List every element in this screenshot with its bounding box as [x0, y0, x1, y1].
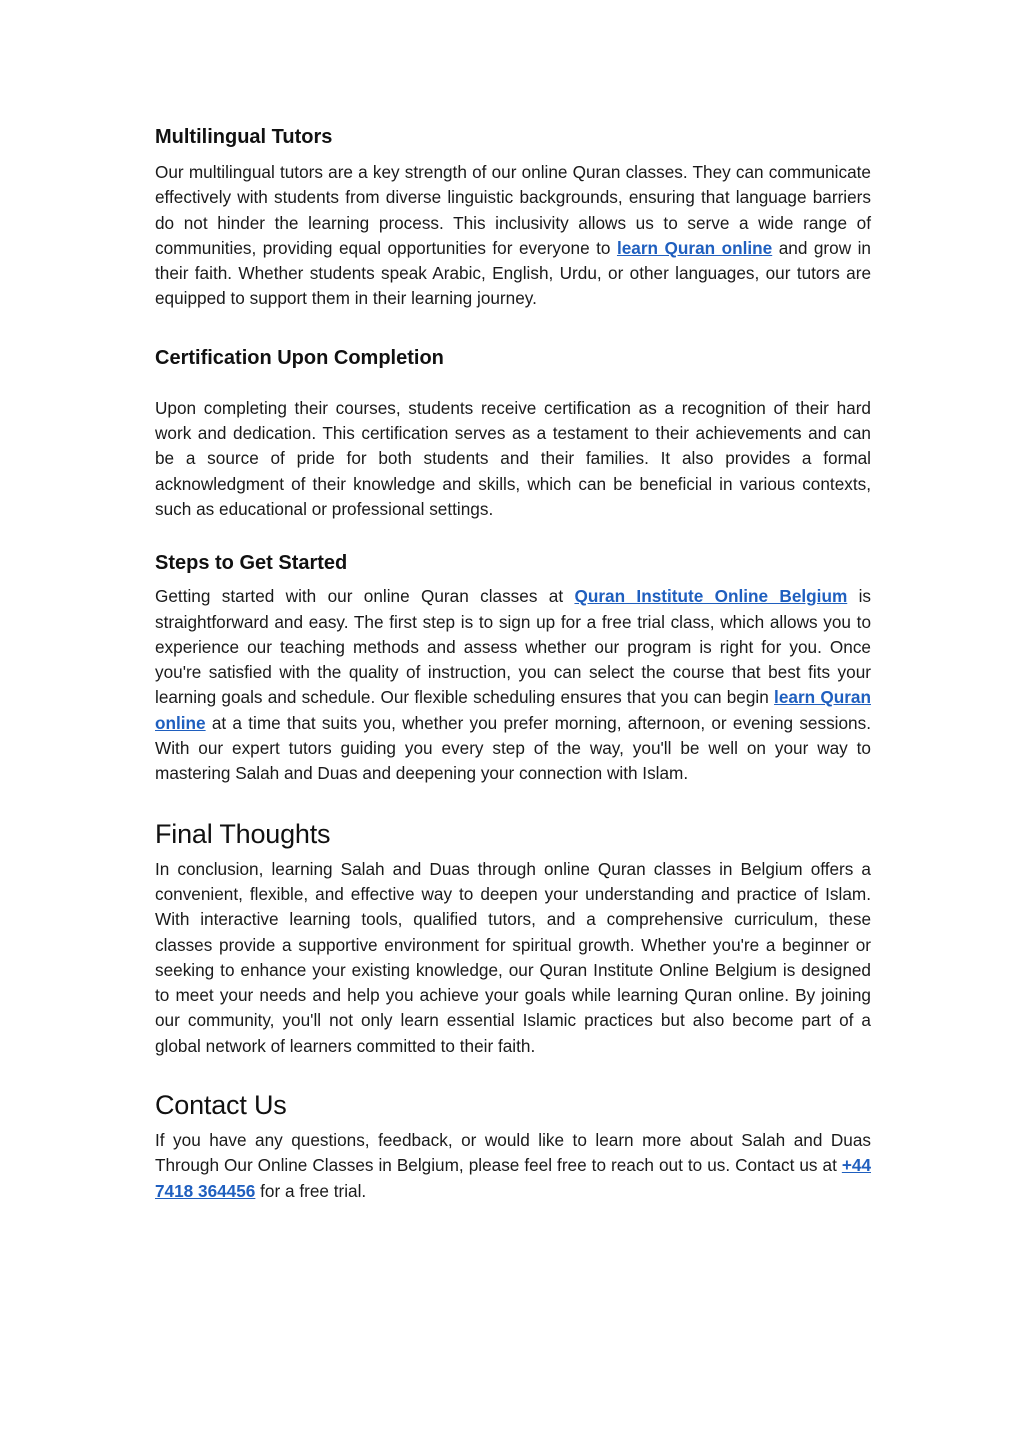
text-segment: If you have any questions, feedback, or would like to learn more about Salah and Duas Through Our Online Classes in Belgium, please feel free to reach out to us. Contact us at	[155, 1130, 871, 1176]
phone-number-link[interactable]: +44 7418 364456	[155, 1155, 871, 1201]
text-segment: Our multilingual tutors are a key strength of our online Quran classes. They can communicate effectively with students from diverse linguistic backgrounds, ensuring that language barriers do not hinder the learning process. This inclusivity allows us to serve a wide range of communities, providing equal opportunities for everyone to	[155, 162, 871, 258]
heading-multilingual-tutors: Multilingual Tutors	[155, 126, 333, 148]
quran-institute-online-belgium-link[interactable]: Quran Institute Online Belgium	[574, 586, 848, 607]
heading-steps-to-get-started: Steps to Get Started	[155, 552, 348, 575]
text-segment: is straightforward and easy. The first step is to sign up for a free trial class, which allows you to experience our teaching methods and assess whether our program is right for you. Once you're satisfied with the quality of instruction, you can select the course that best fits your learning goals and schedule. Our flexible scheduling ensures that you can begin	[155, 586, 871, 708]
text-segment: and grow in their faith. Whether students speak Arabic, English, Urdu, or other languages, our tutors are equipped to support them in their learning journey.	[155, 237, 871, 309]
paragraph-multilingual-tutors	[155, 160, 871, 312]
heading-certification: Certification Upon Completion	[155, 346, 444, 369]
text-segment: for a free trial.	[255, 1180, 367, 1201]
text-segment: Getting started with our online Quran classes at	[155, 586, 575, 607]
learn-quran-online-link[interactable]: learn Quran online	[616, 237, 773, 258]
paragraph-final-thoughts: In conclusion, learning Salah and Duas through online Quran classes in Belgium offers a convenient, flexible, and effective way to deepen your understanding and practice of Islam. With interactive learning tools, qualified tutors, and a comprehensive curriculum, these classes provide a supportive environment for spiritual growth. Whether you're a beginner or seeking to enhance your existing knowledge, our Quran Institute Online Belgium is designed to meet your needs and help you achieve your goals while learning Quran online. By joining our community, you'll not only learn essential Islamic practices but also become part of a global network of learners committed to their faith.	[155, 858, 871, 1056]
text-segment: at a time that suits you, whether you prefer morning, afternoon, or evening sessions. With our expert tutors guiding you every step of the way, you'll be well on your way to mastering Salah and Duas and deepening your connection with Islam.	[155, 712, 871, 784]
paragraph-contact	[155, 1128, 871, 1204]
heading-contact-us: Contact Us	[155, 1090, 287, 1121]
paragraph-certification: Upon completing their courses, students receive certification as a recognition of their hard work and dedication. This certification serves as a testament to their achievements and can be a source of pride for both students and their families. It also provides a formal acknowledgment of their knowledge and skills, which can be beneficial in various contexts, such as educational or professional settings.	[155, 397, 871, 519]
document-page	[155, 124, 871, 1204]
heading-final-thoughts: Final Thoughts	[155, 818, 331, 849]
paragraph-steps	[155, 584, 871, 786]
learn-quran-online-link[interactable]: learn Quran online	[155, 687, 871, 733]
